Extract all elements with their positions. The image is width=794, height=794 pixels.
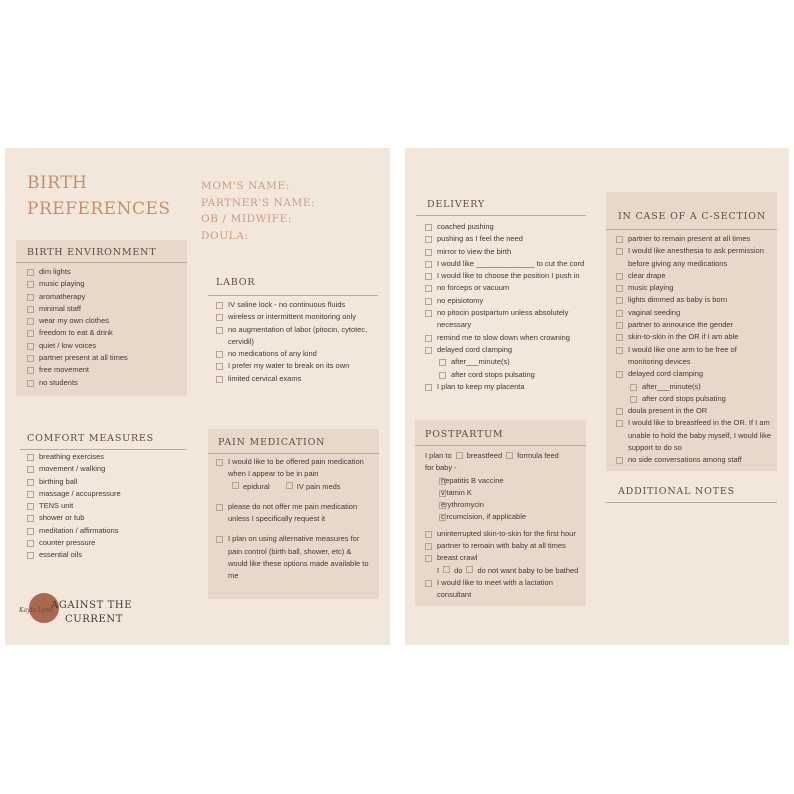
checklist-item[interactable]: TENS unit: [27, 500, 187, 512]
checklist-subitem[interactable]: hepatitis B vaccine: [425, 475, 585, 487]
checklist-item[interactable]: meditation / affirmations: [27, 525, 187, 537]
checklist-item[interactable]: uninterrupted skin-to-skin for the first hour: [425, 528, 585, 540]
comfort-measures-list: [27, 451, 187, 562]
checklist-item[interactable]: I would like to meet with a lactation: [425, 577, 585, 589]
checklist-item[interactable]: pushing as I feel the need: [425, 233, 590, 245]
page-title: [27, 170, 171, 222]
delivery-heading: DELIVERY: [427, 199, 485, 210]
checklist-item-continuation: consultant: [437, 590, 472, 600]
checklist-item-continuation: me: [228, 571, 239, 581]
do-label: do: [454, 565, 463, 575]
logo-wordmark: [51, 599, 132, 627]
postpartum-heading: POSTPARTUM: [425, 429, 504, 440]
name-fields: [201, 178, 315, 244]
pain-medication-list: [216, 456, 376, 583]
divider: [208, 295, 378, 296]
do-not-checkbox[interactable]: [466, 566, 473, 573]
postpartum-box: [415, 420, 586, 606]
checklist-item-continuation: when I appear to be in pain: [228, 469, 319, 479]
logo-line: AGAINST THE: [51, 600, 133, 611]
checklist-item[interactable]: lights dimmed as baby is born: [616, 294, 779, 306]
checklist-item[interactable]: I would like to breastfeed in the OR. If I am: [616, 417, 779, 429]
breastfeed-checkbox[interactable]: [456, 452, 463, 459]
checklist-item[interactable]: massage / accupressure: [27, 488, 187, 500]
checklist-item[interactable]: freedom to eat & drink: [27, 327, 187, 339]
birth-environment-heading: BIRTH ENVIRONMENT: [27, 247, 157, 258]
checklist-item[interactable]: wireless or intermittent monitoring only: [216, 311, 388, 323]
checklist-item-continuation: cervidil): [228, 336, 254, 346]
checklist-item[interactable]: I would like one arm to be free of: [616, 344, 779, 356]
checklist-subitem[interactable]: after___minute(s): [616, 381, 779, 393]
checklist-item[interactable]: IV saline lock - no continuous fluids: [216, 299, 388, 311]
epidural-checkbox[interactable]: [232, 482, 239, 489]
checklist-item-continuation: unable to hold the baby myself, I would like: [628, 430, 772, 440]
birth-environment-list: [27, 266, 187, 389]
checklist-item[interactable]: dim lights: [27, 266, 187, 278]
labor-heading: LABOR: [216, 277, 256, 288]
checklist-item[interactable]: shower or tub: [27, 512, 187, 524]
ob-midwife-label: OB / MIDWIFE:: [201, 213, 293, 225]
formula-checkbox[interactable]: [506, 452, 513, 459]
partners-name-label: PARTNER'S NAME:: [201, 196, 316, 209]
checklist-item[interactable]: aromatherapy: [27, 291, 187, 303]
checklist-item[interactable]: breathing exercises: [27, 451, 187, 463]
pain-medication-box: [208, 429, 379, 599]
divider: [416, 215, 586, 216]
c-section-heading: IN CASE OF A C-SECTION: [618, 211, 766, 222]
left-page: [5, 148, 390, 645]
feeding-plan: [425, 450, 585, 462]
checklist-item[interactable]: free movement: [27, 364, 187, 376]
checklist-item-continuation: necessary: [437, 320, 472, 330]
iv-pain-meds-checkbox[interactable]: [286, 482, 293, 489]
c-section-list: [616, 233, 779, 467]
checklist-item[interactable]: essential oils: [27, 549, 187, 561]
checklist-item-continuation: before giving any medications: [628, 258, 728, 268]
checklist-item[interactable]: I plan on using alternative measures for: [216, 533, 376, 545]
pain-medication-heading: PAIN MEDICATION: [218, 437, 326, 448]
checklist-item[interactable]: delayed cord clamping: [425, 344, 590, 356]
checklist-item[interactable]: no episiotomy: [425, 295, 590, 307]
do-not-label: do not want baby to be bathed: [477, 565, 579, 575]
postpartum-list: [425, 450, 585, 602]
iv-pain-meds-label: IV pain meds: [296, 481, 341, 491]
checklist-item-continuation: would like these options made available to: [228, 559, 369, 569]
checklist-item[interactable]: I would like anesthesia to ask permission: [616, 245, 779, 257]
bath-preference: [425, 565, 585, 577]
checklist-item[interactable]: counter pressure: [27, 537, 187, 549]
checklist-item[interactable]: partner present at all times: [27, 352, 187, 364]
checklist-subitem[interactable]: erythromycin: [425, 499, 585, 511]
checklist-subitem[interactable]: after___minute(s): [425, 356, 590, 368]
moms-name-label: MOM'S NAME:: [201, 180, 290, 192]
comfort-measures-heading: COMFORT MEASURES: [27, 433, 154, 444]
checklist-item[interactable]: birthing ball: [27, 476, 187, 488]
checklist-item[interactable]: limited cervical exams: [216, 373, 388, 385]
checklist-item[interactable]: vaginal seeding: [616, 307, 779, 319]
checklist-item[interactable]: coached pushing: [425, 221, 590, 233]
checklist-item[interactable]: no students: [27, 377, 187, 389]
title-line-birth: BIRTH: [27, 173, 88, 193]
checklist-item[interactable]: no forceps or vacuum: [425, 282, 590, 294]
checklist-item[interactable]: remind me to slow down when crowning: [425, 332, 590, 344]
divider: [208, 453, 379, 454]
checklist-item[interactable]: partner to remain present at all times: [616, 233, 779, 245]
checklist-item-continuation: unless I specifically request it: [228, 514, 326, 524]
spacer: [216, 525, 376, 533]
epidural-label: epidural: [243, 481, 270, 491]
do-checkbox[interactable]: [443, 566, 450, 573]
logo-line: CURRENT: [65, 614, 124, 625]
title-line-preferences: PREFERENCES: [27, 199, 171, 219]
checklist-item[interactable]: movement / walking: [27, 463, 187, 475]
plan-prefix: I plan to: [425, 451, 452, 460]
checklist-item[interactable]: I plan to keep my placenta: [425, 381, 590, 393]
checklist-item[interactable]: partner to announce the gender: [616, 319, 779, 331]
breastfeed-label: breastfeed: [466, 451, 503, 460]
checklist-item[interactable]: no pitocin postpartum unless absolutely: [425, 307, 590, 319]
divider: [16, 262, 187, 263]
formula-label: formula feed: [517, 451, 559, 460]
checklist-subitem[interactable]: after cord stops pulsating: [616, 393, 779, 405]
right-page: [405, 148, 789, 645]
checklist-item[interactable]: clear drape: [616, 270, 779, 282]
checklist-item[interactable]: breast crawl: [425, 552, 585, 564]
checklist-item[interactable]: minimal staff: [27, 303, 187, 315]
c-section-box: [606, 192, 777, 471]
checklist-item-continuation: pain control (birth ball, shower, etc) &: [228, 546, 352, 556]
checklist-item[interactable]: music playing: [27, 278, 187, 290]
checklist-item[interactable]: music playing: [616, 282, 779, 294]
divider: [20, 449, 186, 450]
spacer: [216, 493, 376, 501]
labor-list: [216, 299, 388, 385]
checklist-item[interactable]: quiet / low voices: [27, 340, 187, 352]
checklist-item[interactable]: I would like to choose the position I push in: [425, 270, 590, 282]
checklist-item[interactable]: no augmentation of labor (pitocin, cytotec,: [216, 324, 388, 336]
checklist-item[interactable]: skin-to-skin in the OR if I am able: [616, 331, 779, 343]
birth-environment-box: [16, 240, 187, 396]
for-baby-label: for baby -: [425, 463, 457, 473]
checklist-subitem[interactable]: circumcision, if applicable: [425, 511, 585, 523]
delivery-list: [425, 221, 590, 393]
checklist-item[interactable]: partner to remain with baby at all times: [425, 540, 585, 552]
checklist-subitem[interactable]: vitamin K: [425, 487, 585, 499]
checklist-item[interactable]: no side conversations among staff: [616, 454, 779, 466]
checklist-item[interactable]: delayed cord clamping: [616, 368, 779, 380]
checklist-item-continuation: support to do so: [628, 443, 682, 453]
medication-options: [216, 481, 376, 493]
checklist-item-continuation: monitoring devices: [628, 356, 691, 366]
checklist-item[interactable]: please do not offer me pain medication: [216, 501, 376, 513]
checklist-item[interactable]: mirror to view the birth: [425, 246, 590, 258]
checklist-item[interactable]: doula present in the OR: [616, 405, 779, 417]
checklist-subitem[interactable]: after cord stops pulsating: [425, 369, 590, 381]
divider: [606, 229, 777, 230]
i-label: I: [437, 565, 440, 575]
logo-signature: Kayla Lynn: [19, 607, 53, 614]
checklist-item[interactable]: I prefer my water to break on its own: [216, 360, 388, 372]
doula-label: DOULA:: [201, 229, 249, 242]
divider: [606, 502, 777, 503]
checklist-item[interactable]: I would like to be offered pain medication: [216, 456, 376, 468]
additional-notes-heading: ADDITIONAL NOTES: [618, 486, 735, 497]
checklist-item[interactable]: I would like ______________ to cut the cord: [425, 258, 590, 270]
checklist-item[interactable]: no medications of any kind: [216, 348, 388, 360]
divider: [415, 445, 586, 446]
checklist-item[interactable]: wear my own clothes: [27, 315, 187, 327]
